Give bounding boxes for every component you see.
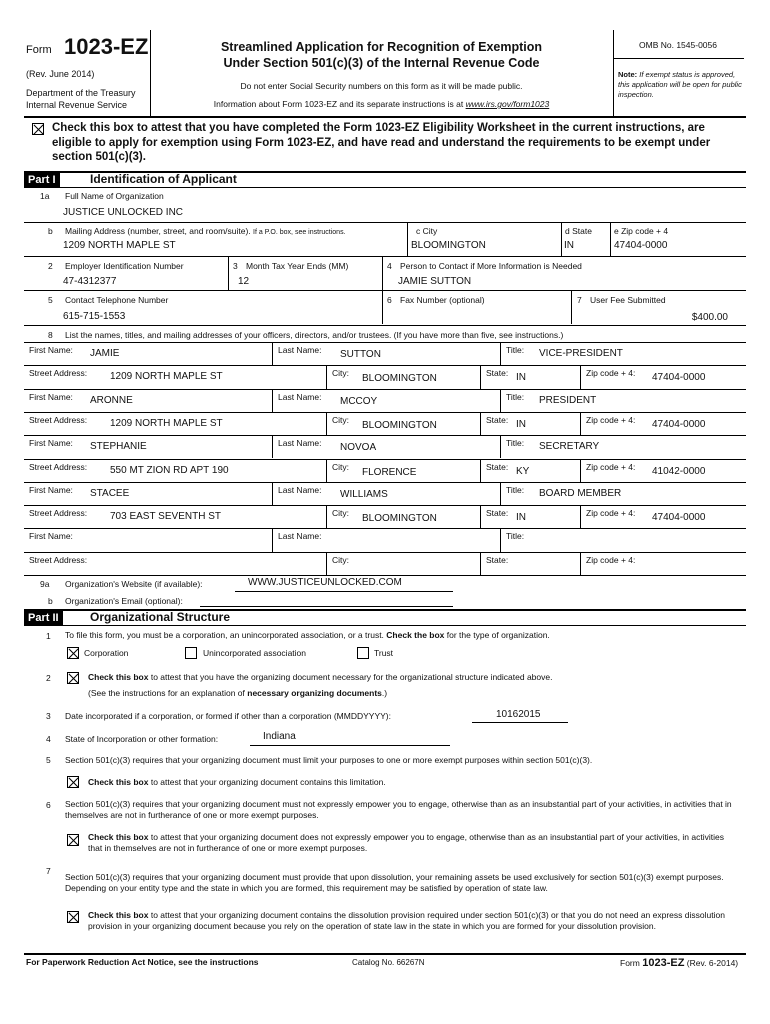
state-label: State: [486, 508, 509, 519]
column-divider [580, 459, 581, 482]
zip-label: e Zip code + 4 [614, 226, 669, 236]
first-name-label: First Name: [29, 531, 73, 542]
organizing-doc-text: Check this box to attest that you have the organizing document necessary for the organizational structure indicated above. [88, 672, 553, 682]
first-name-label: First Name: [29, 391, 73, 402]
fee-label: User Fee Submitted [590, 295, 666, 305]
part-1-tag: Part I [24, 173, 60, 187]
footer-catalog: Catalog No. 66267N [352, 958, 425, 967]
org-type-instructions: To file this form, you must be a corporation, an unincorporated association, or a trust. Check the box for the type of organization. [65, 630, 550, 640]
last-name-label: Last Name: [278, 484, 322, 495]
info-link[interactable]: www.irs.gov/form1023 [465, 99, 550, 109]
state-label: State: [486, 368, 509, 379]
p2-line-2-number: 2 [46, 673, 51, 683]
zip-label: Zip code + 4: [586, 414, 636, 425]
officer-title[interactable]: BOARD MEMBER [539, 487, 622, 499]
last-name-label: Last Name: [278, 391, 322, 402]
dept-line-2: Internal Revenue Service [26, 100, 128, 110]
row-divider [24, 412, 746, 413]
officer-zip[interactable]: 47404-0000 [652, 372, 706, 384]
eligibility-attest-text: Check this box to attest that you have completed the Form 1023-EZ Eligibility Worksheet in the current instructions, are eligible to apply for exemption using Form 1023-EZ, and have read and understand the requirements to be exempt under section 501(c)(3). [52, 122, 711, 163]
column-divider [272, 435, 273, 458]
title-label: Title: [506, 531, 525, 542]
city-label: City: [332, 461, 349, 472]
line-9a-number: 9a [40, 579, 50, 589]
unincorporated-checkbox[interactable] [185, 647, 197, 659]
column-divider [272, 389, 273, 412]
row-divider [24, 505, 746, 506]
street-field[interactable]: 1209 NORTH MAPLE ST [63, 240, 176, 251]
unincorporated-label: Unincorporated association [203, 648, 307, 658]
p2-line-5-number: 5 [46, 755, 51, 765]
tax-month-label: Month Tax Year Ends (MM) [246, 261, 349, 271]
email-label: Organization's Email (optional): [65, 596, 183, 606]
officer-last-name[interactable]: NOVOA [340, 442, 377, 454]
dissolution-attest: Check this box to attest that your organizing document contains the dissolution provision required under section 501(c)(3) or that you do not need an express dissolution provision in your organizing document because you rely on the operation of state law in the state in which you are formed for your dissolution provision. [88, 910, 725, 931]
city-label: City: [332, 508, 349, 519]
city-label: City: [332, 414, 349, 425]
column-divider [326, 459, 327, 482]
column-divider [480, 552, 481, 575]
first-name-label: First Name: [29, 345, 73, 355]
p2-line-3-number: 3 [46, 711, 51, 721]
form-word: Form [26, 44, 52, 56]
organizing-doc-checkbox[interactable] [67, 672, 79, 684]
fax-label: Fax Number (optional) [400, 295, 485, 305]
footer-paperwork-notice: For Paperwork Reduction Act Notice, see the instructions [26, 957, 259, 967]
row-divider [24, 435, 746, 436]
officer-last-name[interactable]: SUTTON [340, 349, 381, 360]
row-divider [24, 528, 746, 529]
no-empower-attest: Check this box to attest that your organizing document does not expressly empower you to engage, otherwise than as an insubstantial part of your activities, in activities that in themselves are not in furtherance of one or more exempt purposes. [88, 832, 724, 853]
line-8-number: 8 [48, 330, 53, 340]
state-label: State: [486, 414, 509, 425]
state-label: d State [565, 226, 592, 236]
column-divider [272, 482, 273, 505]
p2-line-7-number: 7 [46, 866, 51, 876]
officer-last-name[interactable]: MCCOY [340, 395, 378, 407]
column-divider [326, 365, 327, 388]
officer-first-name[interactable]: STACEE [90, 487, 130, 499]
officer-zip[interactable]: 47404-0000 [652, 418, 706, 430]
row-divider [24, 552, 746, 553]
column-divider [480, 459, 481, 482]
row-divider [24, 459, 746, 460]
form-revision: (Rev. June 2014) [26, 69, 95, 79]
line-3-number: 3 [233, 261, 238, 271]
officer-city[interactable]: BLOOMINGTON [362, 419, 437, 431]
purpose-limit-attest: Check this box to attest that your organizing document contains this limitation. [88, 777, 386, 787]
corporation-label: Corporation [84, 648, 129, 658]
date-incorporated-field[interactable]: 10162015 [496, 709, 541, 720]
column-divider [480, 412, 481, 435]
phone-label: Contact Telephone Number [65, 295, 169, 305]
ein-label: Employer Identification Number [65, 261, 184, 271]
eligibility-attest-checkbox[interactable] [32, 123, 44, 135]
officer-first-name[interactable]: JAMIE [90, 348, 120, 359]
fee-field[interactable]: $400.00 [691, 312, 728, 323]
officer-street[interactable]: 1209 NORTH MAPLE ST [110, 371, 223, 383]
last-name-label: Last Name: [278, 345, 322, 355]
title-label: Title: [506, 484, 525, 495]
omb-number: OMB No. 1545-0056 [639, 40, 717, 50]
info-line [150, 99, 613, 109]
line-1a-number: 1a [40, 191, 50, 201]
column-divider [272, 528, 273, 551]
first-name-label: First Name: [29, 438, 73, 449]
part-2-title: Organizational Structure [90, 610, 231, 624]
officer-title[interactable]: PRESIDENT [539, 394, 597, 406]
title-label: Title: [506, 345, 525, 355]
trust-checkbox[interactable] [357, 647, 369, 659]
line-6-number: 6 [387, 295, 392, 305]
row-divider [24, 365, 746, 366]
form-title-line-2: Under Section 501(c)(3) of the Internal Revenue Code [223, 56, 540, 70]
website-label: Organization's Website (if available): [65, 579, 203, 589]
officer-state[interactable]: IN [516, 418, 526, 430]
officer-state[interactable]: KY [516, 465, 530, 477]
officer-street[interactable]: 703 EAST SEVENTH ST [110, 511, 221, 523]
column-divider [480, 365, 481, 388]
form-title-line-1: Streamlined Application for Recognition of Exemption [220, 40, 543, 54]
no-empower-checkbox[interactable] [67, 834, 79, 846]
street-address-label: Street Address: [29, 461, 88, 472]
column-divider [326, 412, 327, 435]
officer-street[interactable]: 550 MT ZION RD APT 190 [110, 464, 229, 476]
officer-state[interactable]: IN [516, 512, 526, 524]
line-2-number: 2 [48, 261, 53, 271]
state-field[interactable]: IN [564, 240, 574, 251]
dissolution-checkbox[interactable] [67, 911, 79, 923]
p2-line-6-number: 6 [46, 800, 51, 810]
mailing-address-label: Mailing Address (number, street, and room/suite). If a P.O. box, see instructions. [65, 226, 346, 236]
officer-first-name[interactable]: ARONNE [90, 394, 133, 406]
officers-label: List the names, titles, and mailing addresses of your officers, directors, and/or trustees. (If you have more than five, see instructions.) [65, 330, 564, 340]
line-1b-number: b [48, 226, 53, 236]
p2-line-1-number: 1 [46, 631, 51, 641]
row-divider [24, 575, 746, 576]
row-divider [24, 389, 746, 390]
state-label: State: [486, 461, 509, 472]
city-label: City: [332, 368, 349, 379]
column-divider [580, 412, 581, 435]
public-inspection-note [618, 70, 746, 100]
line-9b-number: b [48, 596, 53, 606]
officer-city[interactable]: BLOOMINGTON [362, 373, 437, 385]
officer-last-name[interactable]: WILLIAMS [340, 488, 388, 500]
zip-label: Zip code + 4: [586, 508, 636, 519]
column-divider [326, 505, 327, 528]
line-4-number: 4 [387, 261, 392, 271]
officer-street[interactable]: 1209 NORTH MAPLE ST [110, 417, 223, 429]
officer-state[interactable]: IN [516, 372, 526, 384]
column-divider [580, 365, 581, 388]
title-label: Title: [506, 438, 525, 449]
website-field[interactable]: WWW.JUSTICEUNLOCKED.COM [248, 577, 402, 588]
inc-state-field[interactable]: Indiana [263, 731, 296, 742]
line-5-number: 5 [48, 295, 53, 305]
tax-month-field[interactable]: 12 [238, 276, 250, 287]
officer-zip[interactable]: 41042-0000 [652, 465, 706, 477]
city-label: c City [416, 226, 438, 236]
column-divider [500, 342, 501, 365]
note-text: If exempt status is approved, this application will be open for public inspection. [618, 70, 742, 99]
officer-title[interactable]: SECRETARY [539, 441, 600, 453]
column-divider [500, 482, 501, 505]
ssn-notice: Do not enter Social Security numbers on this form as it will be made public. [240, 81, 523, 91]
street-address-label: Street Address: [29, 414, 88, 425]
officer-zip[interactable]: 47404-0000 [652, 512, 706, 524]
officer-first-name[interactable]: STEPHANIE [90, 441, 147, 453]
zip-label: Zip code + 4: [586, 461, 636, 472]
column-divider [500, 389, 501, 412]
org-name-field[interactable]: JUSTICE UNLOCKED INC [63, 207, 184, 218]
first-name-label: First Name: [29, 484, 73, 495]
no-empower-text: Section 501(c)(3) requires that your organizing document must not expressly empower you to engage, otherwise than as an insubstantial part of your activities, in activities that in themselves are not in furtherance of one or more exempt purposes. [65, 799, 732, 820]
p2-line-4-number: 4 [46, 734, 51, 744]
form-number: 1023-EZ [64, 34, 149, 59]
column-divider [500, 528, 501, 551]
contact-label: Person to Contact if More Information is Needed [400, 261, 582, 271]
column-divider [580, 505, 581, 528]
last-name-label: Last Name: [278, 531, 322, 542]
column-divider [580, 552, 581, 575]
city-field[interactable]: BLOOMINGTON [411, 240, 486, 251]
column-divider [480, 505, 481, 528]
officer-city[interactable]: FLORENCE [362, 466, 417, 478]
street-address-label: Street Address: [29, 368, 88, 379]
purpose-limit-text: Section 501(c)(3) requires that your organizing document must limit your purposes to one or more exempt purposes within section 501(c)(3). [65, 755, 593, 765]
info-prefix: Information about Form 1023-EZ and its separate instructions is at [213, 99, 464, 109]
last-name-label: Last Name: [278, 438, 322, 449]
zip-label: Zip code + 4: [586, 554, 636, 565]
dept-line-1: Department of the Treasury [26, 88, 136, 98]
officer-city[interactable]: BLOOMINGTON [362, 513, 437, 525]
contact-field[interactable]: JAMIE SUTTON [398, 276, 472, 287]
purpose-limit-checkbox[interactable] [67, 776, 79, 788]
street-address-label: Street Address: [29, 508, 88, 519]
corporation-checkbox[interactable] [67, 647, 79, 659]
dissolution-text: Section 501(c)(3) requires that your organizing document must provide that upon dissolution, your remaining assets be used exclusively for section 501(c)(3) exempt purposes. Depending on your entity type and the state in which you are formed, this requirement may be satisfied by operation of state law. [65, 872, 724, 893]
part-2-tag: Part II [24, 611, 63, 625]
footer-form-id: Form 1023-EZ (Rev. 6-2014) [620, 957, 739, 969]
column-divider [326, 552, 327, 575]
part-1-title: Identification of Applicant [90, 172, 237, 186]
phone-field[interactable]: 615-715-1553 [63, 311, 126, 322]
column-divider [272, 342, 273, 365]
city-label: City: [332, 554, 349, 565]
ein-field[interactable]: 47-4312377 [63, 276, 117, 287]
date-incorporated-label: Date incorporated if a corporation, or formed if other than a corporation (MMDDYYYY): [65, 711, 391, 721]
street-address-label: Street Address: [29, 554, 88, 565]
inc-state-label: State of Incorporation or other formation: [65, 734, 219, 744]
line-7-number: 7 [577, 295, 582, 305]
organizing-doc-subnote: (See the instructions for an explanation of necessary organizing documents.) [88, 688, 388, 698]
row-divider [24, 482, 746, 483]
zip-label: Zip code + 4: [586, 368, 636, 379]
column-divider [500, 435, 501, 458]
officer-title[interactable]: VICE-PRESIDENT [539, 348, 623, 359]
title-label: Title: [506, 391, 525, 402]
state-label: State: [486, 554, 509, 565]
trust-label: Trust [374, 648, 394, 658]
note-label: Note: [618, 70, 638, 79]
org-name-label: Full Name of Organization [65, 191, 164, 201]
zip-field[interactable]: 47404-0000 [614, 240, 668, 251]
